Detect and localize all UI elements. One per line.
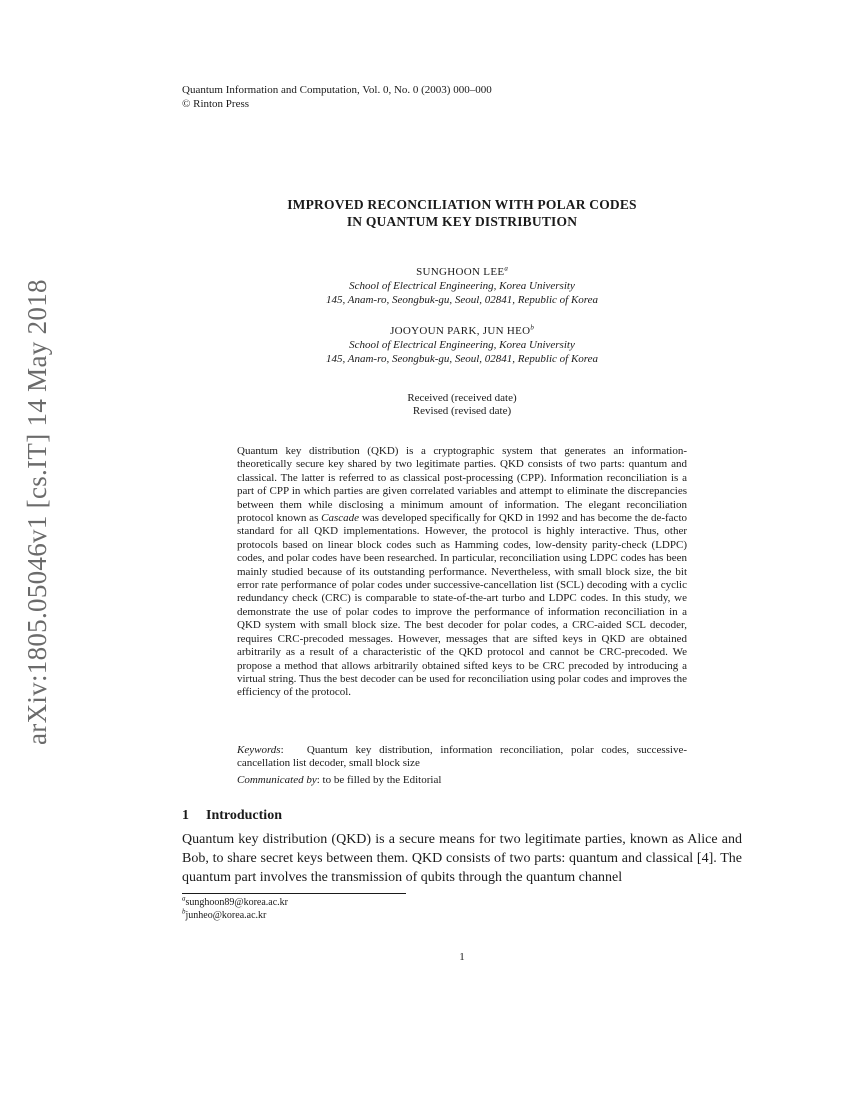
dates-block xyxy=(182,392,742,418)
author-affiliation: School of Electrical Engineering, Korea University xyxy=(349,339,575,351)
abstract xyxy=(237,445,687,700)
author-mark: a xyxy=(504,264,508,273)
author-name: SUNGHOON LEE xyxy=(416,266,505,278)
title-line-2: IN QUANTUM KEY DISTRIBUTION xyxy=(346,214,578,229)
footnote-a xyxy=(182,894,289,910)
keywords: Keywords: Quantum key distribution, information reconciliation, polar codes, successive-cancellation list decoder, small block size xyxy=(237,744,687,770)
section-number: 1 xyxy=(182,808,189,823)
footnote-mark: a xyxy=(182,894,186,903)
intro-paragraph: Quantum key distribution (QKD) is a secure means for two legitimate parties, known as Alice and Bob, to share secret keys between them. QKD consists of two parts: quantum and classical [4]. The quantum part involves the transmission of qubits through the quantum channel xyxy=(182,832,742,885)
section-heading xyxy=(182,808,282,824)
arxiv-stamp: arXiv:1805.05046v1 [cs.IT] 14 May 2018 xyxy=(22,279,52,745)
revised-date: Revised (revised date) xyxy=(412,405,512,417)
abstract-text-2: was developed specifically for QKD in 1992 and has become the de-facto standard for all QKD implementations. However, the protocol is highly interactive. Thus, other protocols based on linear block codes such as Hamming codes, low-density parity-check (LDPC) codes, and polar codes have been researched. In particular, reconciliation using LDPC codes has been mainly studied because of its outstanding performance. Nevertheless, with small block size, the bit error rate performance of polar codes under successive-cancellation list (SCL) decoding with a cyclic redundancy check (CRC) is comparable to state-of-the-art turbo and LDPC codes. In this study, we demonstrate the use of polar codes to improve the performance of information reconciliation in a QKD system with small block size. The best decoder for polar codes, a CRC-aided SCL decoder, requires CRC-precoded messages. However, messages that are sifted keys in QKD are obtained arbitrarily as a result of a characteristic of the QKD protocol and cannot be CRC-precoded. We propose a method that allows arbitrarily obtained sifted keys to be CRC precoded by introducing a virtual string. Thus the best decoder can be used for reconciliation using polar codes and improves the efficiency of the protocol. xyxy=(237,512,687,699)
abstract-text-1: Quantum key distribution (QKD) is a cryptographic system that generates an information-theoretically secure key shared by two legitimate parties. QKD consists of two parts: quantum and classical. The latter is referred to as classical post-processing (CPP). Information reconciliation is a part of CPP in which parties are given correlated variables and attempt to eliminate the discrepancies between them while disclosing a minimum amount of information. The elegant reconciliation protocol known as xyxy=(237,445,687,525)
journal-header xyxy=(182,83,492,111)
author-name: JOOYOUN PARK, JUN HEO xyxy=(390,325,531,337)
keywords-text: Quantum key distribution, information reconciliation, polar codes, successive-cancellation list decoder, small block size xyxy=(237,744,687,770)
author-address: 145, Anam-ro, Seongbuk-gu, Seoul, 02841, Republic of Korea xyxy=(325,294,599,306)
author-affiliation: School of Electrical Engineering, Korea University xyxy=(349,280,575,292)
received-date: Received (received date) xyxy=(407,392,517,404)
footnote-b xyxy=(182,907,288,923)
communicated-label: Communicated by xyxy=(237,774,317,786)
author-block-1 xyxy=(182,265,742,307)
author-address: 145, Anam-ro, Seongbuk-gu, Seoul, 02841, Republic of Korea xyxy=(325,353,599,365)
page-number: 1 xyxy=(459,951,465,963)
footnote-email: sunghoon89@korea.ac.kr xyxy=(185,897,289,908)
communicated-text: to be filled by the Editorial xyxy=(322,774,442,786)
paper-title xyxy=(182,196,742,230)
keywords-label: Keywords xyxy=(237,744,281,756)
author-mark: b xyxy=(530,323,534,332)
copyright-line: © Rinton Press xyxy=(182,98,250,110)
footnote-rule xyxy=(182,893,406,894)
footnote-email: junheo@korea.ac.kr xyxy=(185,909,267,921)
author-block-2 xyxy=(182,324,742,366)
journal-line: Quantum Information and Computation, Vol. 0, No. 0 (2003) 000–000 xyxy=(182,84,492,96)
abstract-cascade: Cascade xyxy=(321,512,360,525)
section-title: Introduction xyxy=(206,808,282,823)
footnote-mark: b xyxy=(182,907,186,916)
footnotes xyxy=(182,894,289,922)
communicated-by: Communicated by: to be filled by the Editorial xyxy=(237,774,442,786)
title-line-1: IMPROVED RECONCILIATION WITH POLAR CODES xyxy=(287,197,637,212)
